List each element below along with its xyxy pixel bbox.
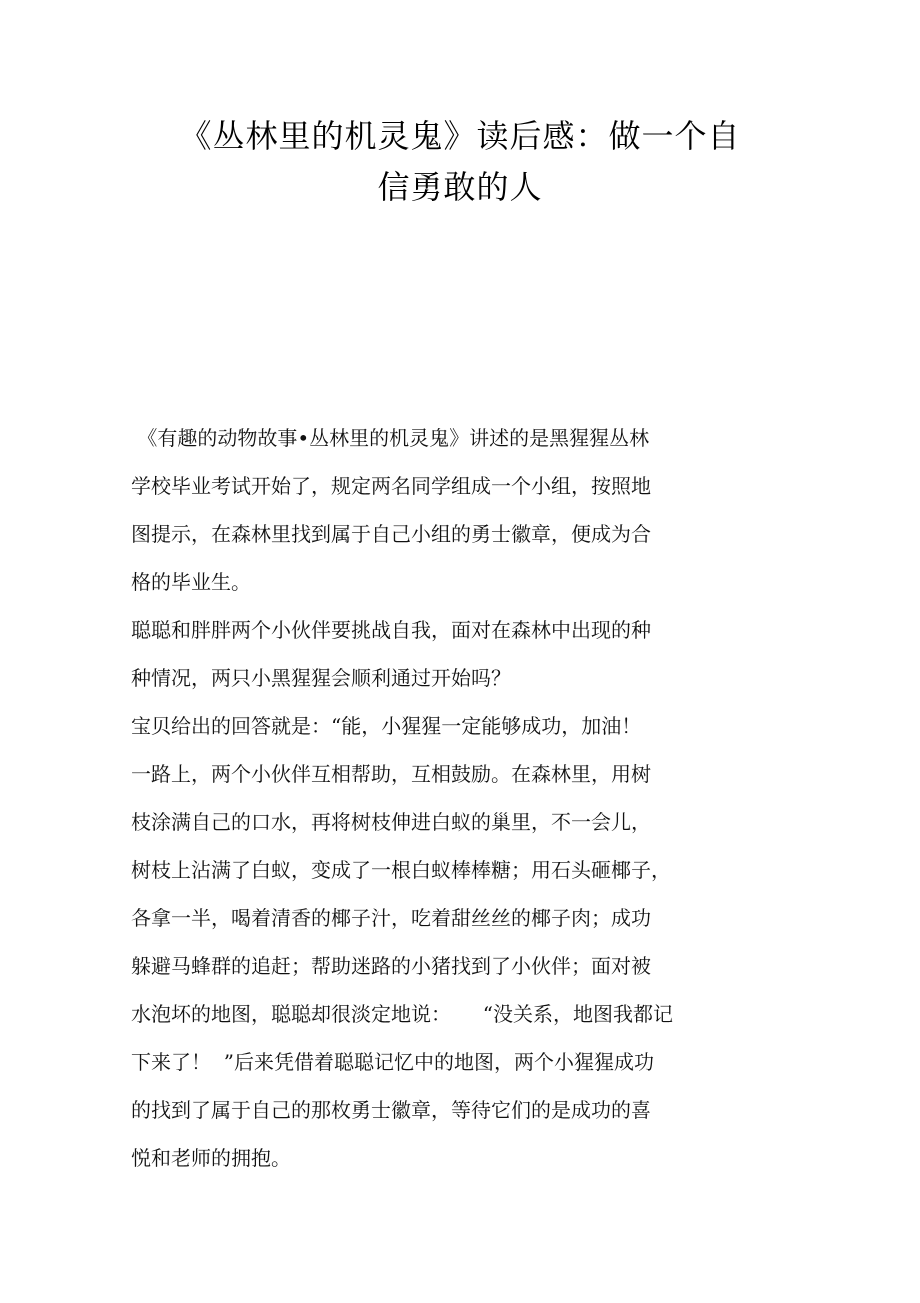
body-line-10: 树枝上沾满了白蚁，变成了一根白蚁棒棒糖；用石头砸椰子， — [131, 858, 671, 882]
body-line-9: 枝涂满自己的口水，再将树枝伸进白蚁的巢里，不一会儿， — [131, 810, 651, 834]
document-title-line-1: 《丛林里的机灵鬼》读后感：做一个自 — [179, 117, 741, 155]
body-line-8: 一路上，两个小伙伴互相帮助，互相鼓励。在森林里，用树 — [131, 762, 651, 786]
body-line-6: 种情况，两只小黑猩猩会顺利通过开始吗？ — [131, 666, 511, 690]
body-line-3: 图提示，在森林里找到属于自己小组的勇士徽章，便成为合 — [131, 522, 651, 546]
body-line-7: 宝贝给出的回答就是：“能，小猩猩一定能够成功，加油！ — [131, 714, 642, 738]
body-line-4: 格的毕业生。 — [131, 570, 251, 594]
body-line-11: 各拿一半，喝着清香的椰子汁，吃着甜丝丝的椰子肉；成功 — [131, 906, 651, 930]
document-title-line-2: 信勇敢的人 — [377, 168, 543, 206]
body-line-12: 躲避马蜂群的追赶；帮助迷路的小猪找到了小伙伴；面对被 — [131, 954, 651, 978]
body-line-16: 悦和老师的拥抱。 — [131, 1146, 291, 1170]
body-line-13: 水泡坏的地图，聪聪却很淡定地说： “没关系，地图我都记 — [131, 1002, 674, 1026]
body-line-1: 《有趣的动物故事•丛林里的机灵鬼》讲述的是黑猩猩丛林 — [131, 426, 650, 450]
body-line-5: 聪聪和胖胖两个小伙伴要挑战自我，面对在森林中出现的种 — [131, 618, 651, 642]
body-line-15: 的找到了属于自己的那枚勇士徽章，等待它们的是成功的喜 — [131, 1098, 651, 1122]
body-line-2: 学校毕业考试开始了，规定两名同学组成一个小组，按照地 — [131, 474, 651, 498]
body-line-14: 下来了！ ”后来凭借着聪聪记忆中的地图，两个小猩猩成功 — [131, 1050, 654, 1074]
